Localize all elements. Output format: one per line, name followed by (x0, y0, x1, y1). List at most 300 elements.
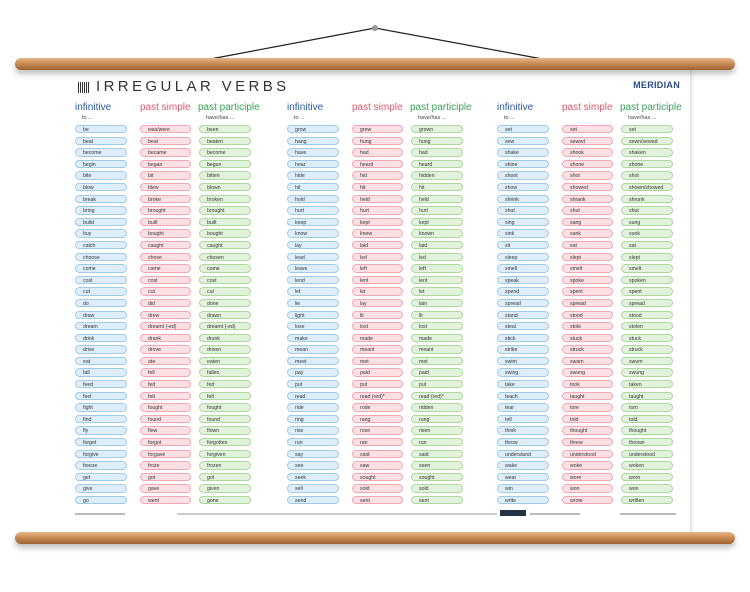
infinitive-cell: pay (287, 368, 339, 376)
past-simple-cell: sank (562, 229, 613, 237)
infinitive-cell: see (287, 461, 339, 469)
infinitive-cell: forgive (75, 450, 127, 458)
past-participle-cell: woken (621, 461, 673, 469)
past-participle-cell: swung (621, 368, 673, 376)
past-simple-cell: swam (562, 357, 613, 365)
infinitive-cell: ring (287, 415, 339, 423)
past-simple-cell: froze (140, 461, 191, 469)
infinitive-cell: choose (75, 253, 127, 261)
infinitive-cell: hang (287, 137, 339, 145)
past-participle-cell: hit (411, 183, 463, 191)
infinitive-cell: tear (497, 403, 549, 411)
past-participle-cell: told (621, 415, 673, 423)
barcode-icon (78, 82, 90, 93)
past-simple-cell: hung (352, 137, 403, 145)
past-participle-cell: sunk (621, 229, 673, 237)
past-simple-cell: bit (140, 171, 191, 179)
past-simple-cell: slept (562, 253, 613, 261)
past-participle-cell: brought (199, 206, 251, 214)
past-participle-cell: swum (621, 357, 673, 365)
infinitive-cell: blow (75, 183, 127, 191)
past-participle-cell: drawn (199, 311, 251, 319)
past-participle-cell: stolen (621, 322, 673, 330)
past-participle-cell: worn (621, 473, 673, 481)
past-simple-cell: heard (352, 160, 403, 168)
past-participle-cell: kept (411, 218, 463, 226)
infinitive-cell: strike (497, 345, 549, 353)
past-simple-cell: let (352, 287, 403, 295)
past-simple-cell: beat (140, 137, 191, 145)
infinitive-cell: speak (497, 276, 549, 284)
infinitive-cell: make (287, 334, 339, 342)
past-participle-cell: sold (411, 484, 463, 492)
to-label: to ... (294, 115, 305, 121)
past-participle-cell: drunk (199, 334, 251, 342)
past-participle-cell: got (199, 473, 251, 481)
past-simple-cell: dreamt (-ed) (140, 322, 191, 330)
past-participle-cell: done (199, 299, 251, 307)
past-participle-cell: held (411, 195, 463, 203)
past-simple-cell: came (140, 264, 191, 272)
infinitive-cell: let (287, 287, 339, 295)
infinitive-cell: lead (287, 253, 339, 261)
infinitive-cell: be (75, 125, 127, 133)
past-participle-cell: sewn/sewed (621, 137, 673, 145)
infinitive-cell: leave (287, 264, 339, 272)
past-simple-cell: wrote (562, 496, 613, 504)
past-simple-cell: built (140, 218, 191, 226)
infinitive-cell: understand (497, 450, 549, 458)
meridian-logo (633, 80, 680, 94)
past-participle-cell: met (411, 357, 463, 365)
past-participle-cell: fought (199, 403, 251, 411)
past-participle-cell: spread (621, 299, 673, 307)
past-participle-cell: said (411, 450, 463, 458)
past-participle-cell: become (199, 148, 251, 156)
past-participle-cell: felt (199, 392, 251, 400)
infinitive-cell: shoot (497, 171, 549, 179)
past-simple-cell: ate (140, 357, 191, 365)
past-simple-cell: fell (140, 368, 191, 376)
header-past-participle: past participle (410, 102, 472, 113)
past-participle-cell: won (621, 484, 673, 492)
past-simple-cell: had (352, 148, 403, 156)
infinitive-cell: smell (497, 264, 549, 272)
past-simple-cell: was/were (140, 125, 191, 133)
past-simple-cell: felt (140, 392, 191, 400)
past-simple-cell: found (140, 415, 191, 423)
infinitive-cell: beat (75, 137, 127, 145)
footer-link (530, 513, 580, 515)
past-participle-cell: spoken (621, 276, 673, 284)
past-simple-cell: won (562, 484, 613, 492)
past-participle-cell: written (621, 496, 673, 504)
past-simple-cell: flew (140, 426, 191, 434)
past-simple-cell: cut (140, 287, 191, 295)
past-participle-cell: fed (199, 380, 251, 388)
past-simple-cell: swung (562, 368, 613, 376)
infinitive-cell: drive (75, 345, 127, 353)
infinitive-cell: wear (497, 473, 549, 481)
past-simple-cell: kept (352, 218, 403, 226)
past-participle-cell: begun (199, 160, 251, 168)
past-simple-cell: drove (140, 345, 191, 353)
past-simple-cell: stood (562, 311, 613, 319)
infinitive-cell: read (287, 392, 339, 400)
past-simple-cell: sold (352, 484, 403, 492)
infinitive-cell: build (75, 218, 127, 226)
past-participle-cell: blown (199, 183, 251, 191)
infinitive-cell: send (287, 496, 339, 504)
past-simple-cell: rang (352, 415, 403, 423)
past-simple-cell: got (140, 473, 191, 481)
past-participle-cell: lost (411, 322, 463, 330)
past-simple-cell: left (352, 264, 403, 272)
past-participle-cell: chosen (199, 253, 251, 261)
infinitive-cell: rise (287, 426, 339, 434)
past-participle-cell: flown (199, 426, 251, 434)
past-participle-cell: smelt (621, 264, 673, 272)
past-simple-cell: set (562, 125, 613, 133)
past-simple-cell: woke (562, 461, 613, 469)
past-simple-cell: spent (562, 287, 613, 295)
infinitive-cell: tell (497, 415, 549, 423)
past-participle-cell: meant (411, 345, 463, 353)
past-simple-cell: went (140, 496, 191, 504)
infinitive-cell: put (287, 380, 339, 388)
past-simple-cell: said (352, 450, 403, 458)
footer-copyright (75, 513, 125, 515)
past-simple-cell: sent (352, 496, 403, 504)
infinitive-cell: have (287, 148, 339, 156)
past-participle-cell: hung (411, 137, 463, 145)
past-participle-cell: run (411, 438, 463, 446)
past-simple-cell: threw (562, 438, 613, 446)
past-simple-cell: tore (562, 403, 613, 411)
past-participle-cell: driven (199, 345, 251, 353)
infinitive-cell: steal (497, 322, 549, 330)
past-participle-cell: hurt (411, 206, 463, 214)
past-simple-cell: lay (352, 299, 403, 307)
infinitive-cell: stand (497, 311, 549, 319)
past-participle-cell: lit (411, 311, 463, 319)
have-has-label: have/has ... (628, 115, 657, 121)
past-simple-cell: hit (352, 183, 403, 191)
past-participle-cell: built (199, 218, 251, 226)
past-simple-cell: began (140, 160, 191, 168)
past-participle-cell: left (411, 264, 463, 272)
past-participle-cell: stood (621, 311, 673, 319)
top-wooden-rod (15, 58, 735, 70)
header-past-simple: past simple (140, 102, 191, 113)
past-participle-cell: hidden (411, 171, 463, 179)
past-participle-cell: read (red)* (411, 392, 463, 400)
past-simple-cell: taught (562, 392, 613, 400)
past-simple-cell: saw (352, 461, 403, 469)
infinitive-cell: know (287, 229, 339, 237)
past-simple-cell: understood (562, 450, 613, 458)
infinitive-cell: dream (75, 322, 127, 330)
infinitive-cell: eat (75, 357, 127, 365)
past-simple-cell: led (352, 253, 403, 261)
past-simple-cell: sat (562, 241, 613, 249)
infinitive-cell: swing (497, 368, 549, 376)
infinitive-cell: sell (287, 484, 339, 492)
infinitive-cell: sing (497, 218, 549, 226)
past-participle-cell: struck (621, 345, 673, 353)
past-participle-cell: shut (621, 206, 673, 214)
header-infinitive: infinitive (497, 102, 534, 113)
to-label: to ... (82, 115, 93, 121)
past-participle-cell: understood (621, 450, 673, 458)
header-past-simple: past simple (352, 102, 403, 113)
past-simple-cell: grew (352, 125, 403, 133)
infinitive-cell: buy (75, 229, 127, 237)
past-participle-cell: sent (411, 496, 463, 504)
infinitive-cell: get (75, 473, 127, 481)
past-participle-cell: led (411, 253, 463, 261)
header-infinitive: infinitive (75, 102, 112, 113)
past-participle-cell: lent (411, 276, 463, 284)
infinitive-cell: stick (497, 334, 549, 342)
past-participle-cell: made (411, 334, 463, 342)
infinitive-cell: lend (287, 276, 339, 284)
infinitive-cell: drink (75, 334, 127, 342)
infinitive-cell: shut (497, 206, 549, 214)
past-simple-cell: showed (562, 183, 613, 191)
past-simple-cell: forgave (140, 450, 191, 458)
past-simple-cell: did (140, 299, 191, 307)
infinitive-cell: throw (497, 438, 549, 446)
header-past-simple: past simple (562, 102, 613, 113)
infinitive-cell: win (497, 484, 549, 492)
infinitive-cell: run (287, 438, 339, 446)
past-simple-cell: stuck (562, 334, 613, 342)
footer-badge (500, 510, 526, 516)
infinitive-cell: hold (287, 195, 339, 203)
past-simple-cell: told (562, 415, 613, 423)
infinitive-cell: freeze (75, 461, 127, 469)
past-simple-cell: smelt (562, 264, 613, 272)
infinitive-cell: light (287, 311, 339, 319)
infinitive-cell: lie (287, 299, 339, 307)
infinitive-cell: cut (75, 287, 127, 295)
infinitive-cell: draw (75, 311, 127, 319)
past-simple-cell: broke (140, 195, 191, 203)
logo-text: MERIDIAN (633, 80, 680, 90)
infinitive-cell: spend (497, 287, 549, 295)
infinitive-cell: feel (75, 392, 127, 400)
past-participle-cell: rung (411, 415, 463, 423)
past-simple-cell: stole (562, 322, 613, 330)
past-simple-cell: thought (562, 426, 613, 434)
poster-title: IRREGULAR VERBS (96, 78, 290, 95)
infinitive-cell: sew (497, 137, 549, 145)
past-participle-cell: slept (621, 253, 673, 261)
past-participle-cell: sung (621, 218, 673, 226)
infinitive-cell: mean (287, 345, 339, 353)
past-simple-cell: wore (562, 473, 613, 481)
past-simple-cell: put (352, 380, 403, 388)
past-participle-cell: gone (199, 496, 251, 504)
past-participle-cell: frozen (199, 461, 251, 469)
past-simple-cell: fed (140, 380, 191, 388)
past-participle-cell: let (411, 287, 463, 295)
infinitive-cell: hear (287, 160, 339, 168)
past-participle-cell: shrunk (621, 195, 673, 203)
past-simple-cell: shone (562, 160, 613, 168)
past-simple-cell: struck (562, 345, 613, 353)
infinitive-cell: meet (287, 357, 339, 365)
past-participle-cell: bitten (199, 171, 251, 179)
past-simple-cell: gave (140, 484, 191, 492)
have-has-label: have/has ... (206, 115, 235, 121)
past-simple-cell: became (140, 148, 191, 156)
infinitive-cell: ride (287, 403, 339, 411)
past-participle-cell: thought (621, 426, 673, 434)
past-participle-cell: fallen (199, 368, 251, 376)
past-participle-cell: eaten (199, 357, 251, 365)
infinitive-cell: spread (497, 299, 549, 307)
header-past-participle: past participle (198, 102, 260, 113)
poster (62, 66, 690, 534)
infinitive-cell: set (497, 125, 549, 133)
infinitive-cell: sit (497, 241, 549, 249)
past-participle-cell: ridden (411, 403, 463, 411)
infinitive-cell: shine (497, 160, 549, 168)
infinitive-cell: shake (497, 148, 549, 156)
nail-icon (372, 25, 378, 31)
infinitive-cell: find (75, 415, 127, 423)
infinitive-cell: hurt (287, 206, 339, 214)
past-simple-cell: paid (352, 368, 403, 376)
past-participle-cell: sat (621, 241, 673, 249)
past-simple-cell: made (352, 334, 403, 342)
past-participle-cell: put (411, 380, 463, 388)
infinitive-cell: sink (497, 229, 549, 237)
infinitive-cell: show (497, 183, 549, 191)
bottom-wooden-rod (15, 532, 735, 544)
infinitive-cell: think (497, 426, 549, 434)
past-simple-cell: brought (140, 206, 191, 214)
past-simple-cell: meant (352, 345, 403, 353)
past-participle-cell: taught (621, 392, 673, 400)
infinitive-cell: lose (287, 322, 339, 330)
past-simple-cell: ran (352, 438, 403, 446)
past-participle-cell: shaken (621, 148, 673, 156)
past-simple-cell: blew (140, 183, 191, 191)
past-simple-cell: drank (140, 334, 191, 342)
past-participle-cell: shone (621, 160, 673, 168)
infinitive-cell: keep (287, 218, 339, 226)
past-simple-cell: hid (352, 171, 403, 179)
past-simple-cell: hurt (352, 206, 403, 214)
footer-isbn (620, 513, 676, 515)
past-participle-cell: beaten (199, 137, 251, 145)
past-simple-cell: shook (562, 148, 613, 156)
infinitive-cell: write (497, 496, 549, 504)
infinitive-cell: wake (497, 461, 549, 469)
past-simple-cell: bought (140, 229, 191, 237)
past-participle-cell: broken (199, 195, 251, 203)
past-participle-cell: known (411, 229, 463, 237)
past-participle-cell: been (199, 125, 251, 133)
past-participle-cell: grown (411, 125, 463, 133)
past-participle-cell: had (411, 148, 463, 156)
past-participle-cell: heard (411, 160, 463, 168)
past-simple-cell: caught (140, 241, 191, 249)
infinitive-cell: take (497, 380, 549, 388)
past-simple-cell: read (red)* (352, 392, 403, 400)
past-participle-cell: caught (199, 241, 251, 249)
past-participle-cell: forgotten (199, 438, 251, 446)
past-simple-cell: sang (562, 218, 613, 226)
infinitive-cell: bring (75, 206, 127, 214)
infinitive-cell: sleep (497, 253, 549, 261)
infinitive-cell: seek (287, 473, 339, 481)
past-participle-cell: set (621, 125, 673, 133)
past-simple-cell: shrank (562, 195, 613, 203)
infinitive-cell: hide (287, 171, 339, 179)
past-simple-cell: chose (140, 253, 191, 261)
past-participle-cell: bought (199, 229, 251, 237)
past-simple-cell: shot (562, 171, 613, 179)
past-participle-cell: stuck (621, 334, 673, 342)
infinitive-cell: hit (287, 183, 339, 191)
infinitive-cell: swim (497, 357, 549, 365)
infinitive-cell: fall (75, 368, 127, 376)
infinitive-cell: feed (75, 380, 127, 388)
infinitive-cell: come (75, 264, 127, 272)
header-past-participle: past participle (620, 102, 682, 113)
past-participle-cell: torn (621, 403, 673, 411)
past-simple-cell: knew (352, 229, 403, 237)
infinitive-cell: fight (75, 403, 127, 411)
past-simple-cell: lent (352, 276, 403, 284)
past-participle-cell: cost (199, 276, 251, 284)
infinitive-cell: begin (75, 160, 127, 168)
header-infinitive: infinitive (287, 102, 324, 113)
infinitive-cell: bite (75, 171, 127, 179)
past-participle-cell: forgiven (199, 450, 251, 458)
past-simple-cell: lit (352, 311, 403, 319)
past-simple-cell: shut (562, 206, 613, 214)
infinitive-cell: catch (75, 241, 127, 249)
infinitive-cell: teach (497, 392, 549, 400)
past-participle-cell: come (199, 264, 251, 272)
past-simple-cell: took (562, 380, 613, 388)
past-participle-cell: thrown (621, 438, 673, 446)
past-participle-cell: lain (411, 299, 463, 307)
past-simple-cell: sought (352, 473, 403, 481)
infinitive-cell: grow (287, 125, 339, 133)
past-participle-cell: seen (411, 461, 463, 469)
past-simple-cell: cost (140, 276, 191, 284)
past-simple-cell: rose (352, 426, 403, 434)
past-participle-cell: given (199, 484, 251, 492)
to-label: to ... (504, 115, 515, 121)
past-simple-cell: sewed (562, 137, 613, 145)
past-participle-cell: paid (411, 368, 463, 376)
past-participle-cell: laid (411, 241, 463, 249)
past-simple-cell: drew (140, 311, 191, 319)
past-simple-cell: forgot (140, 438, 191, 446)
past-participle-cell: shot (621, 171, 673, 179)
past-participle-cell: cut (199, 287, 251, 295)
infinitive-cell: give (75, 484, 127, 492)
past-simple-cell: lost (352, 322, 403, 330)
past-participle-cell: sought (411, 473, 463, 481)
